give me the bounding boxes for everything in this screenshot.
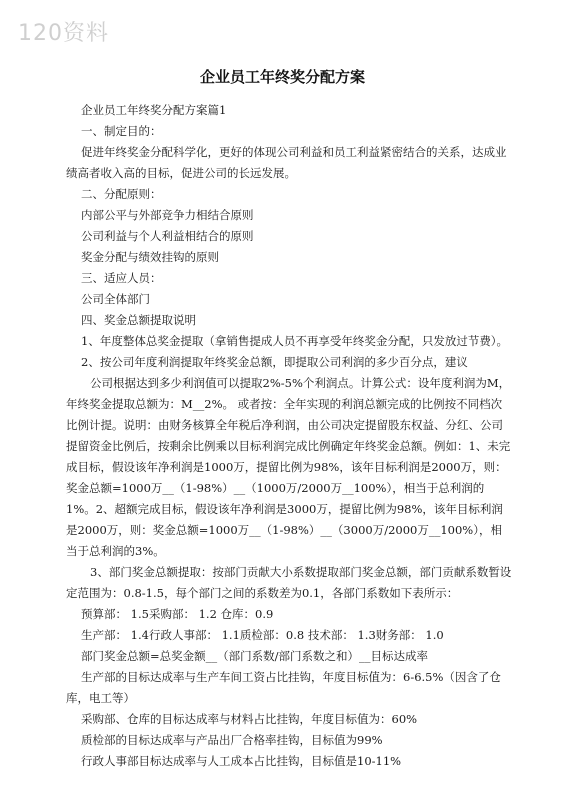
paragraph: 促进年终奖金分配科学化，更好的体现公司利益和员工利益紧密结合的关系，达成业绩高者收入高的目标，促进公司的长远发展。 — [66, 145, 507, 180]
paragraph: 公司根据达到多少利润值可以提取2%-5%个利润点。计算公式：设年度利润为M，年终奖金提取总额为：M__2%。 或者按：全年实现的利润总额完成的比例按不同档次比例计提。说明：由财务核算全年税后净利润，由公司决定提留股东权益、分红、公司提留资金比例后，按剩余比例乘以目标利润完成比例确定年终奖金总额。例如：1、未完成目标，假设该年净利润是1000万，提留比例为98%，该年目标利润是2000万，则：奖金总额=1000万__（1-98%）__（1000万/2000万__100%），相当于总利润的1%。2、超额完成目标，假设该年净利润是3000万，提留比例为98%，该年目标利润是2000万，则：奖金总额=1000万__（1-98%）__（3000万/2000万__100%），相当于总利润的3%。 — [66, 376, 511, 558]
paragraph: 质检部的目标达成率与产品出厂合格率挂钩，目标值为99% — [81, 733, 383, 747]
paragraph: 行政人事部目标达成率与人工成本占比挂钩，目标值是10-11% — [81, 754, 402, 768]
section-heading: 四、奖金总额提取说明 — [81, 313, 196, 327]
paragraph: 采购部、仓库的目标达成率与材料占比挂钩，年度目标值为：60% — [81, 712, 418, 726]
list-item: 公司全体部门 — [81, 292, 150, 306]
paragraph: 2、按公司年度利润提取年终奖金总额，即提取公司利润的多少百分点，建议 — [81, 355, 468, 369]
paragraph: 部门奖金总额=总奖金额__（部门系数/部门系数之和）__目标达成率 — [81, 649, 429, 663]
list-item: 内部公平与外部竞争力相结合原则 — [81, 208, 254, 222]
section-heading: 企业员工年终奖分配方案篇1 — [81, 103, 227, 117]
paragraph: 3、部门奖金总额提取：按部门贡献大小系数提取部门奖金总额，部门贡献系数暂设定范围为：0.8-1.5，每个部门之间的系数差为0.1，各部门系数如下表所示： — [66, 565, 512, 600]
list-item: 公司利益与个人利益相结合的原则 — [81, 229, 254, 243]
watermark: 120资料 — [18, 21, 109, 46]
section-heading: 二、分配原则： — [81, 187, 162, 201]
list-item: 奖金分配与绩效挂钩的原则 — [81, 250, 219, 264]
section-heading: 一、制定目的： — [81, 124, 162, 138]
document-title: 企业员工年终奖分配方案 — [199, 68, 365, 86]
section-heading: 三、适应人员： — [81, 271, 162, 285]
list-item: 生产部： 1.4行政人事部： 1.1质检部：0.8 技术部： 1.3财务部： 1.0 — [81, 628, 444, 642]
paragraph: 生产部的目标达成率与生产车间工资占比挂钩，年度目标值为：6-6.5%（因含了仓库，电工等） — [66, 670, 501, 705]
document-body — [66, 100, 513, 772]
list-item: 预算部： 1.5采购部： 1.2 仓库：0.9 — [81, 607, 274, 621]
paragraph: 1、年度整体总奖金提取（拿销售提成人员不再享受年终奖金分配，只发放过节费）。 — [81, 334, 509, 348]
